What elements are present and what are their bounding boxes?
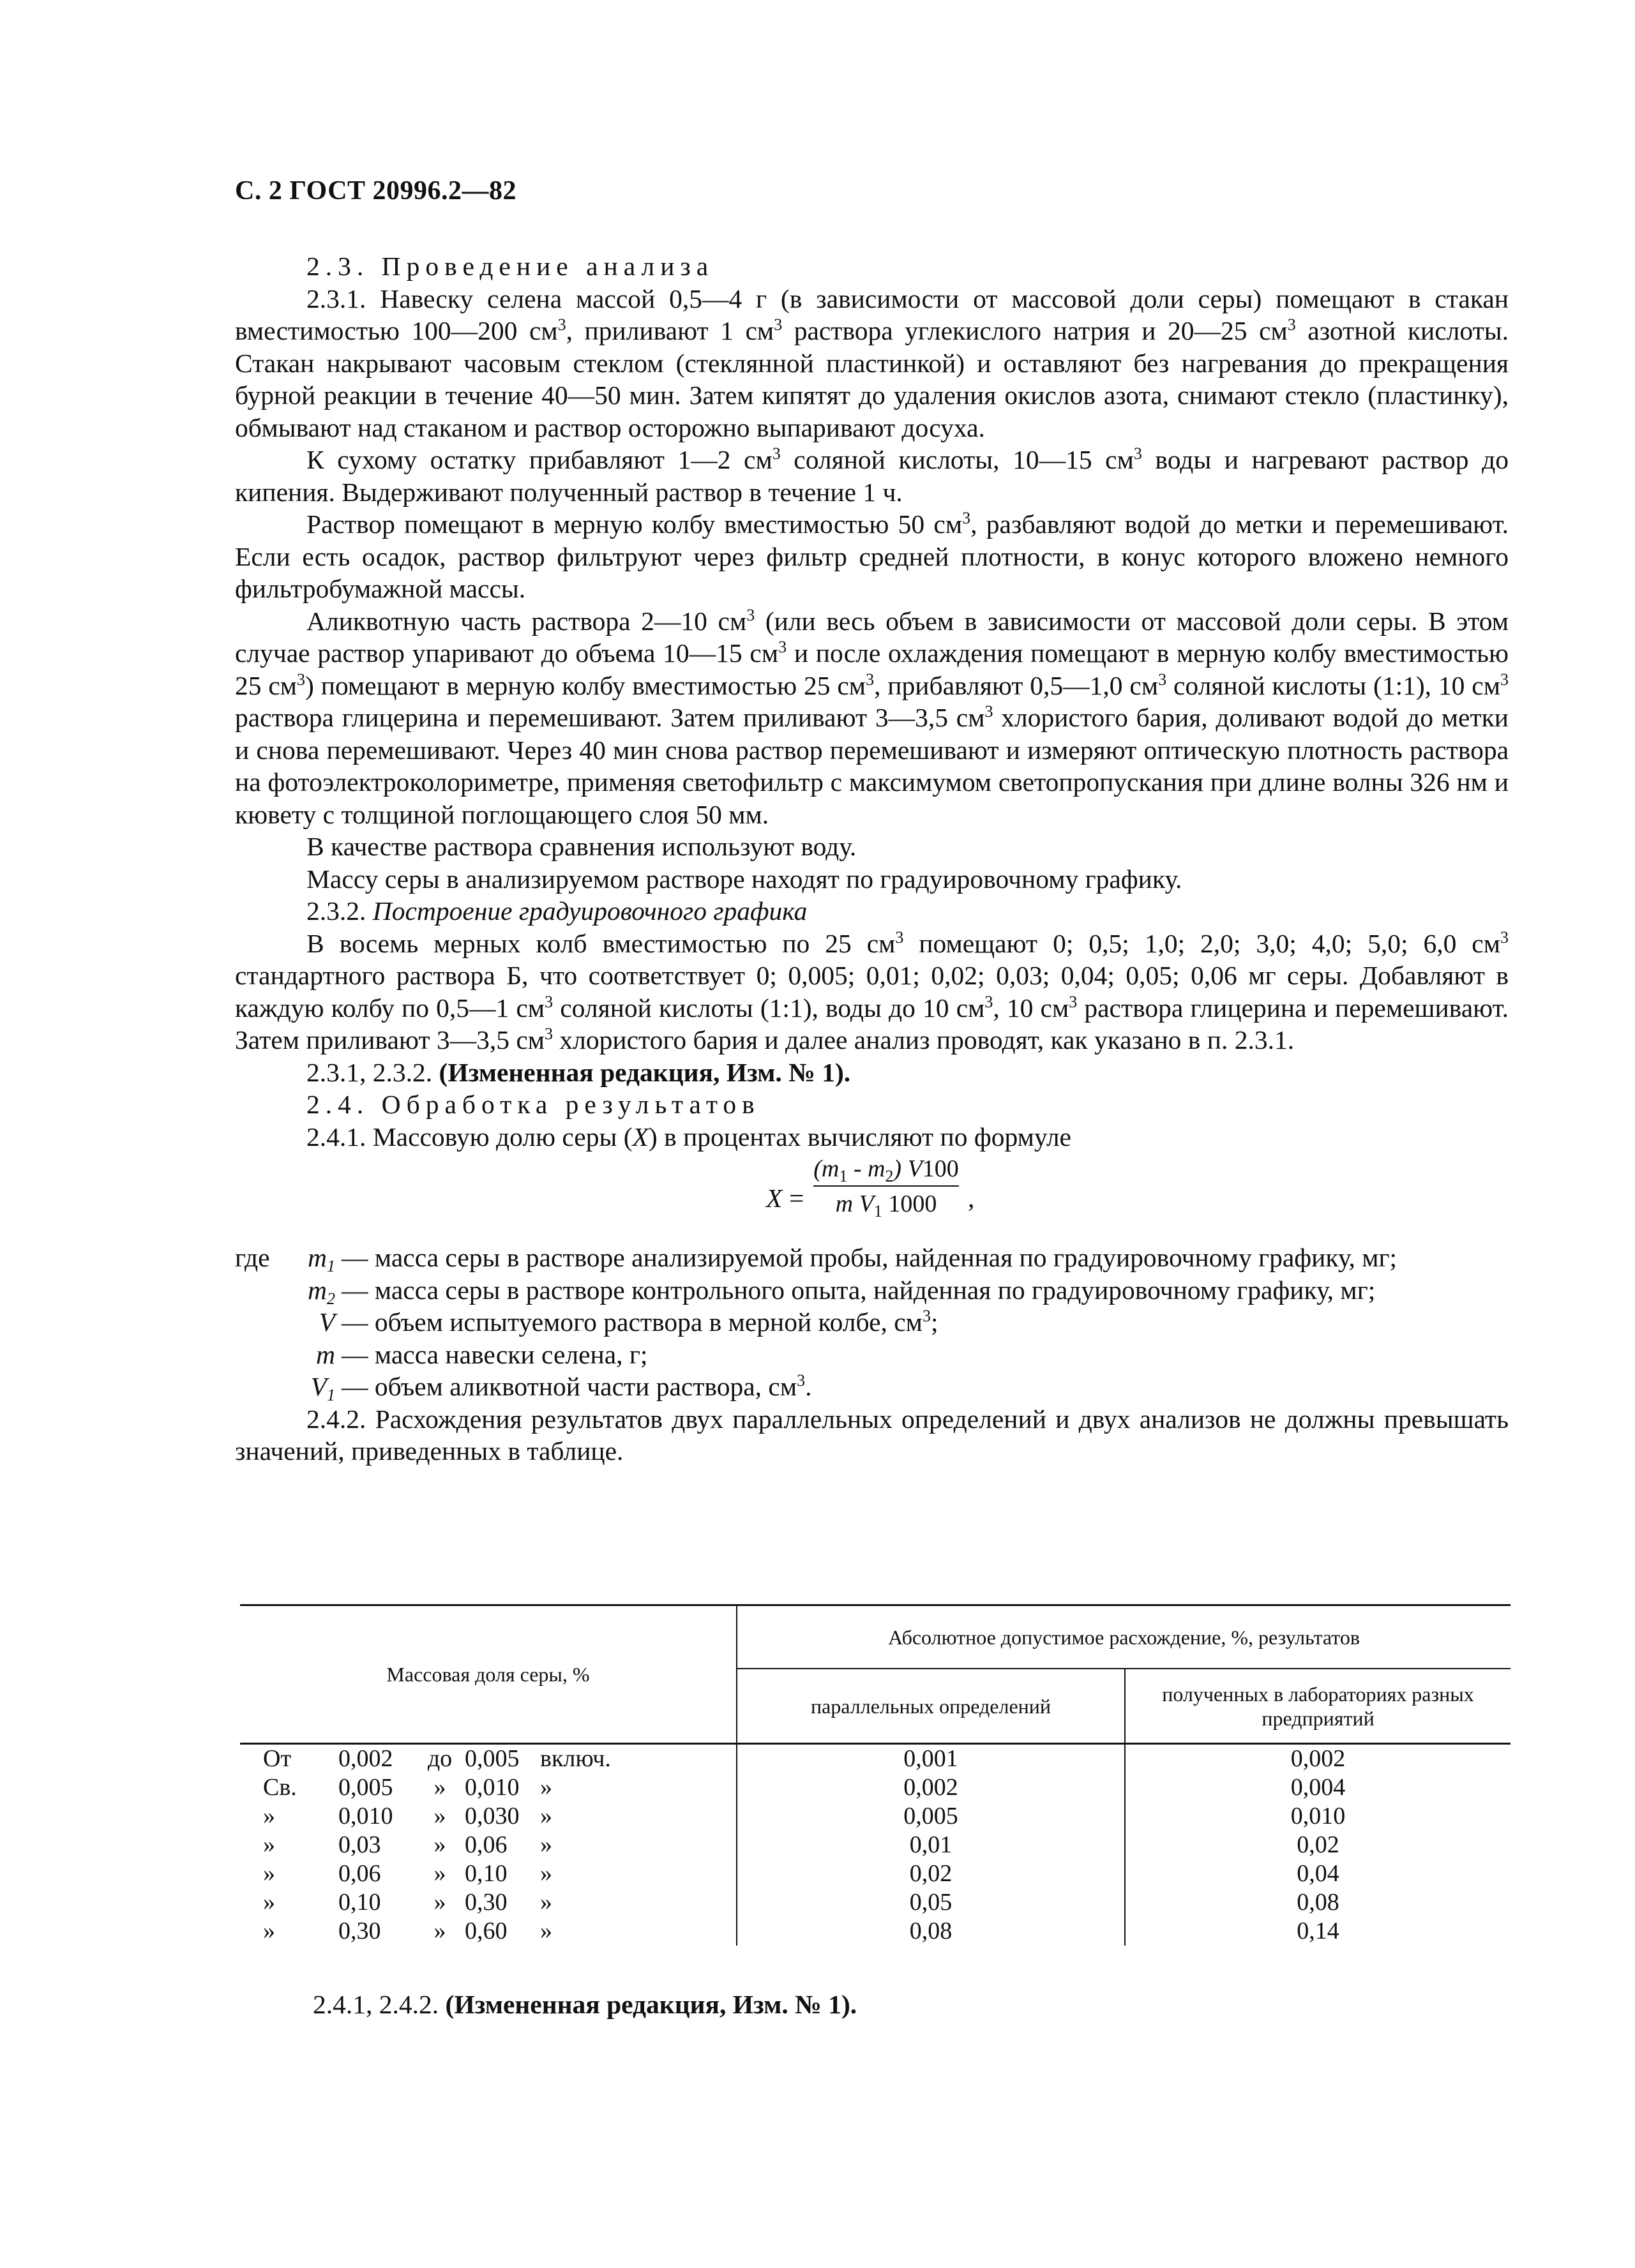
table-row: » 0,010 » 0,030 » 0,005 0,010 bbox=[263, 1803, 1346, 1829]
table-row: » 0,10 » 0,30 » 0,05 0,08 bbox=[263, 1889, 1339, 1916]
table-row: » 0,06 » 0,10 » 0,02 0,04 bbox=[263, 1860, 1339, 1887]
paragraph-flask: Раствор помещают в мерную колбу вместимостью 50 $см^3$, разбавляют водой до метки и перемешивают. Если есть осадок, раствор фильтруют через фильтр средней плотности, в конус которого вложено немного фильтробумажной массы. bbox=[235, 509, 1509, 603]
discrepancy-table bbox=[240, 1604, 1511, 1946]
col-header-parallel: параллельных определений bbox=[737, 1669, 1125, 1744]
page-header: С. 2 ГОСТ 20996.2—82 bbox=[235, 176, 517, 206]
paragraph-dry-residue: К сухому остатку прибавляют 1—2 $см^3$ соляной кислоты, 10—15 $см^3$ воды и нагревают раствор до кипения. Выдерживают полученный раствор в течение 1 ч. bbox=[235, 444, 1509, 507]
section-2-4-title: 2.4. Обработка результатов bbox=[306, 1090, 760, 1119]
legend-row-m: m — масса навески селена, г; bbox=[316, 1339, 648, 1369]
paragraph-aliquot: Аликвотную часть раствора 2—10 $см^3$ (или весь объем в зависимости от массовой доли серы. В этом случае раствор упаривают до объема 10—15 $см^3$ и после охлаждения помещают в мерную колбу вместимостью 25 $см^3$) помещают в мерную колбу вместимостью 25 $см^3$, прибавляют 0,5—1,0 $см^3$ соляной кислоты (1:1), 10 $см^3$ раствора глицерина и перемешивают. Затем приливают 3—3,5 $см^3$ хлористого бария, доливают водой до метки и снова перемешивают. Через 40 мин снова раствор перемешивают и измеряют оптическую плотность раствора на фотоэлектроколориметре, применяя светофильтр с максимумом светопропускания при длине волны 326 нм и кювету с толщиной поглощающего слоя 50 мм. bbox=[235, 605, 1509, 829]
section-2-3-title: 2.3. Проведение анализа bbox=[306, 252, 714, 281]
paragraph-calibration: В восемь мерных колб вместимостью по 25 $см^3$ помещают 0; 0,5; 1,0; 2,0; 3,0; 4,0; 5,0; 6,0 $см^3$ стандартного раствора Б, что соответствует 0; 0,005; 0,01; 0,02; 0,03; 0,04; 0,05; 0,06 мг серы. Добавляют в каждую колбу по 0,5—1 $см^3$ соляной кислоты (1:1), воды до 10 $см^3$, 10 $см^3$ раствора глицерина и перемешивают. Затем приливают 3—3,5 $см^3$ хлористого бария и далее анализ проводят, как указано в п. 2.3.1. bbox=[235, 927, 1509, 1055]
legend-row-m2: $m_2$ — масса серы в растворе контрольного опыта, найденная по градуировочному графику, мг; bbox=[308, 1275, 1376, 1308]
table-row: Св. 0,005 » 0,010 » 0,002 0,004 bbox=[263, 1774, 1346, 1801]
table-row: » 0,03 » 0,06 » 0,01 0,02 bbox=[263, 1831, 1339, 1858]
paragraph-2-4-1: 2.4.1. Массовую долю серы (X) в процентах вычисляют по формуле bbox=[306, 1122, 1071, 1152]
formula-lhs: X bbox=[766, 1183, 783, 1213]
col-header-labs: полученных в лабораториях разных предприятий bbox=[1125, 1669, 1511, 1744]
group-header-discrepancy: Абсолютное допустимое расхождение, %, результатов bbox=[737, 1605, 1511, 1669]
sulfur-fraction-formula bbox=[235, 1154, 1509, 1240]
legend-row-m1: где $m_1$ — масса серы в растворе анализируемой пробы, найденная по градуировочному графику, мг; bbox=[235, 1243, 1398, 1275]
change-note-1: 2.3.1, 2.3.2. (Измененная редакция, Изм. № 1). bbox=[306, 1057, 851, 1087]
legend-row-v: V — объем испытуемого раствора в мерной колбе, $см^3$; bbox=[319, 1307, 938, 1337]
paragraph-2-3-1: 2.3.1. Навеску селена массой 0,5—4 г (в зависимости от массовой доли серы) помещают в стакан вместимостью 100—200 $см^3$, приливают 1 $см^3$ раствора углекислого натрия и 20—25 $см^3$ азотной кислоты. Стакан накрывают часовым стеклом (стеклянной пластинкой) и оставляют без нагревания до прекращения бурной реакции в течение 40—50 мин. Затем кипятят до удаления окислов азота, снимают стекло (пластинку), обмывают над стаканом и раствор осторожно выпаривают досуха. bbox=[235, 283, 1509, 442]
formula-denominator: m $V_1$ 1000 bbox=[835, 1190, 937, 1220]
col-header-sulfur-fraction: Массовая доля серы, % bbox=[240, 1605, 737, 1744]
legend-row-v1: $V_1$ — объем аликвотной части раствора, $см^3$. bbox=[310, 1371, 812, 1404]
section-2-3-2-title: 2.3.2. Построение градуировочного графика bbox=[306, 896, 808, 926]
formula-comma: , bbox=[968, 1183, 975, 1213]
paragraph-2-4-2: 2.4.2. Расхождения результатов двух параллельных определений и двух анализов не должны превышать значений, приведенных в таблице. bbox=[235, 1404, 1509, 1466]
paragraph-sulfur-mass: Массу серы в анализируемом растворе находят по градуировочному графику. bbox=[306, 864, 1182, 894]
change-note-2: 2.4.1, 2.4.2. (Измененная редакция, Изм. № 1). bbox=[313, 1990, 857, 2019]
paragraph-reference-solution: В качестве раствора сравнения используют воду. bbox=[306, 832, 857, 861]
document-body bbox=[235, 250, 1509, 1468]
formula-numerator: $(m_1 - m_2)$ V100 bbox=[813, 1155, 959, 1185]
table-row: От 0,002 до 0,005 включ. 0,001 0,002 bbox=[240, 1744, 1511, 1774]
formula-legend bbox=[235, 1242, 1509, 1403]
formula-fraction bbox=[813, 1154, 959, 1219]
fraction-bar bbox=[813, 1185, 959, 1187]
formula-equals: = bbox=[789, 1183, 804, 1213]
table-row: » 0,30 » 0,60 » 0,08 0,14 bbox=[263, 1918, 1339, 1944]
